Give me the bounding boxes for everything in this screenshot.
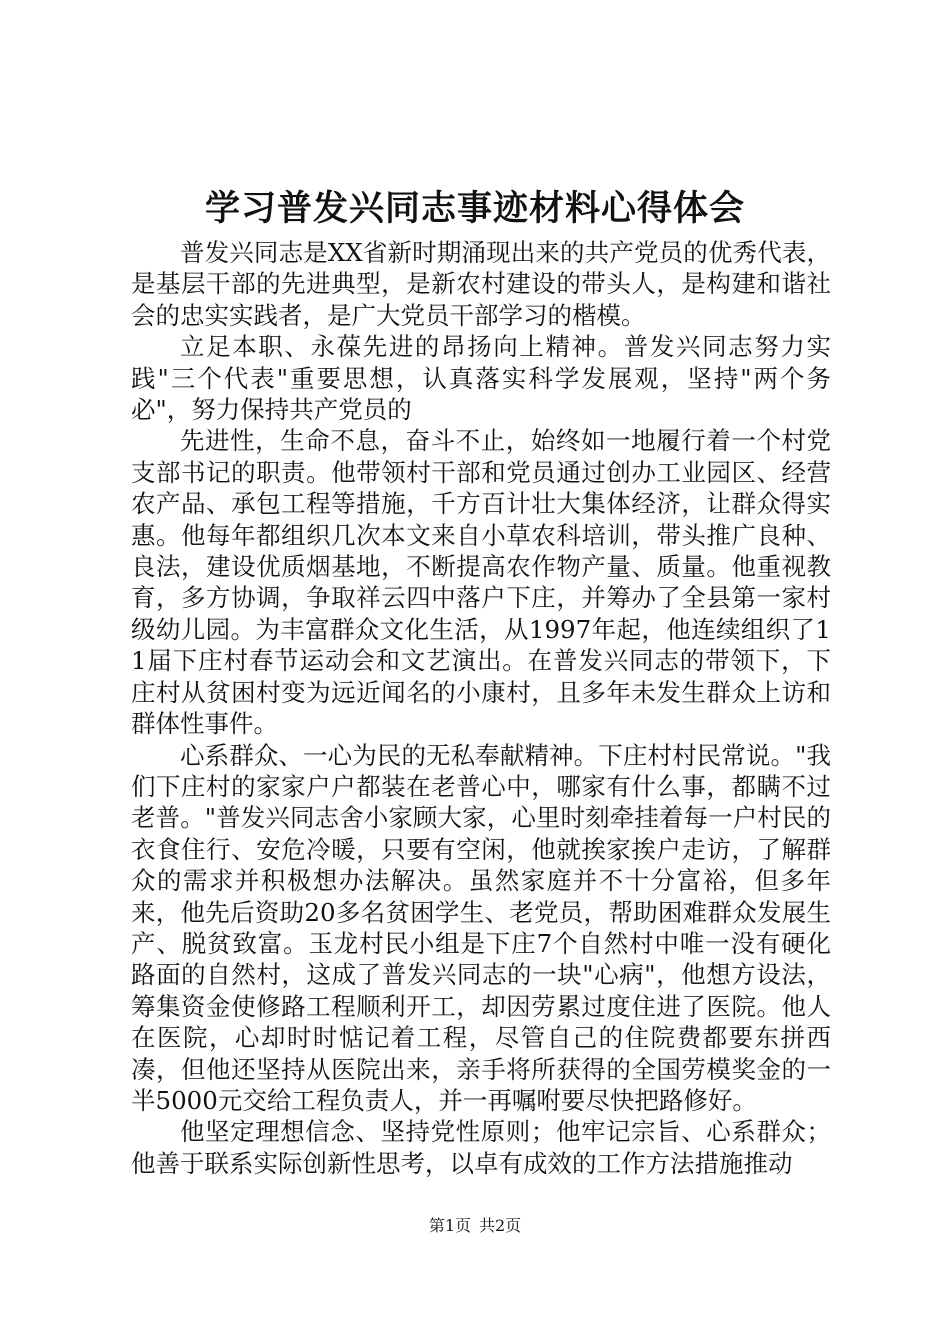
document-body [131, 237, 831, 1179]
page-number-total: 共2页 [479, 1216, 522, 1235]
paragraph-intro: 普发兴同志是XX省新时期涌现出来的共产党员的优秀代表，是基层干部的先进典型，是新农村建设的带头人，是构建和谐社会的忠实实践者，是广大党员干部学习的楷模。 [131, 238, 831, 330]
document-title: 学习普发兴同志事迹材料心得体会 [204, 188, 745, 229]
paragraph-care-for-people: 心系群众、一心为民的无私奉献精神。下庄村村民常说。"我们下庄村的家家户户都装在老普心中，哪家有什么事，都瞒不过老普。"普发兴同志舍小家顾大家，心里时刻牵挂着每一户村民的衣食住行、安危冷暖，只要有空闲，他就挨家挨户走访，了解群众的需求并积极想办法解决。虽然家庭并不十分富裕，但多年来，他先后资助20多名贫困学生、老党员，帮助困难群众发展生产、脱贫致富。玉龙村民小组是下庄7个自然村中唯一没有硬化路面的自然村，这成了普发兴同志的一块"心病"，他想方设法，筹集资金使修路工程顺利开工，却因劳累过度住进了医院。他人在医院，心却时时惦记着工程，尽管自己的住院费都要东拼西凑，但他还坚持从医院出来，亲手将所获得的全国劳模奖金的一半5000元交给工程负责人，并一再嘱咐要尽快把路修好。 [131, 740, 831, 1115]
paragraph-advanced-nature: 先进性，生命不息，奋斗不止，始终如一地履行着一个村党支部书记的职责。他带领村干部和党员通过创办工业园区、经营农产品、承包工程等措施，千方百计壮大集体经济，让群众得实惠。他每年都组织几次本文来自小草农科培训，带头推广良种、良法，建设优质烟基地，不断提高农作物产量、质量。他重视教育，多方协调，争取祥云四中落户下庄，并筹办了全县第一家村级幼儿园。为丰富群众文化生活，从1997年起，他连续组织了11届下庄村春节运动会和文艺演出。在普发兴同志的带领下，下庄村从贫困村变为远近闻名的小康村，且多年未发生群众上访和群体性事件。 [131, 426, 831, 739]
page-footer [0, 1215, 950, 1237]
paragraph-spirit-heading: 立足本职、永葆先进的昂扬向上精神。普发兴同志努力实践"三个代表"重要思想，认真落实科学发展观，坚持"两个务必"，努力保持共产党员的 [131, 332, 831, 425]
page-number-current: 第1页 [428, 1216, 471, 1235]
paragraph-summary: 他坚定理想信念、坚持党性原则；他牢记宗旨、心系群众；他善于联系实际创新性思考，以卓有成效的工作方法措施推动 [131, 1117, 831, 1178]
